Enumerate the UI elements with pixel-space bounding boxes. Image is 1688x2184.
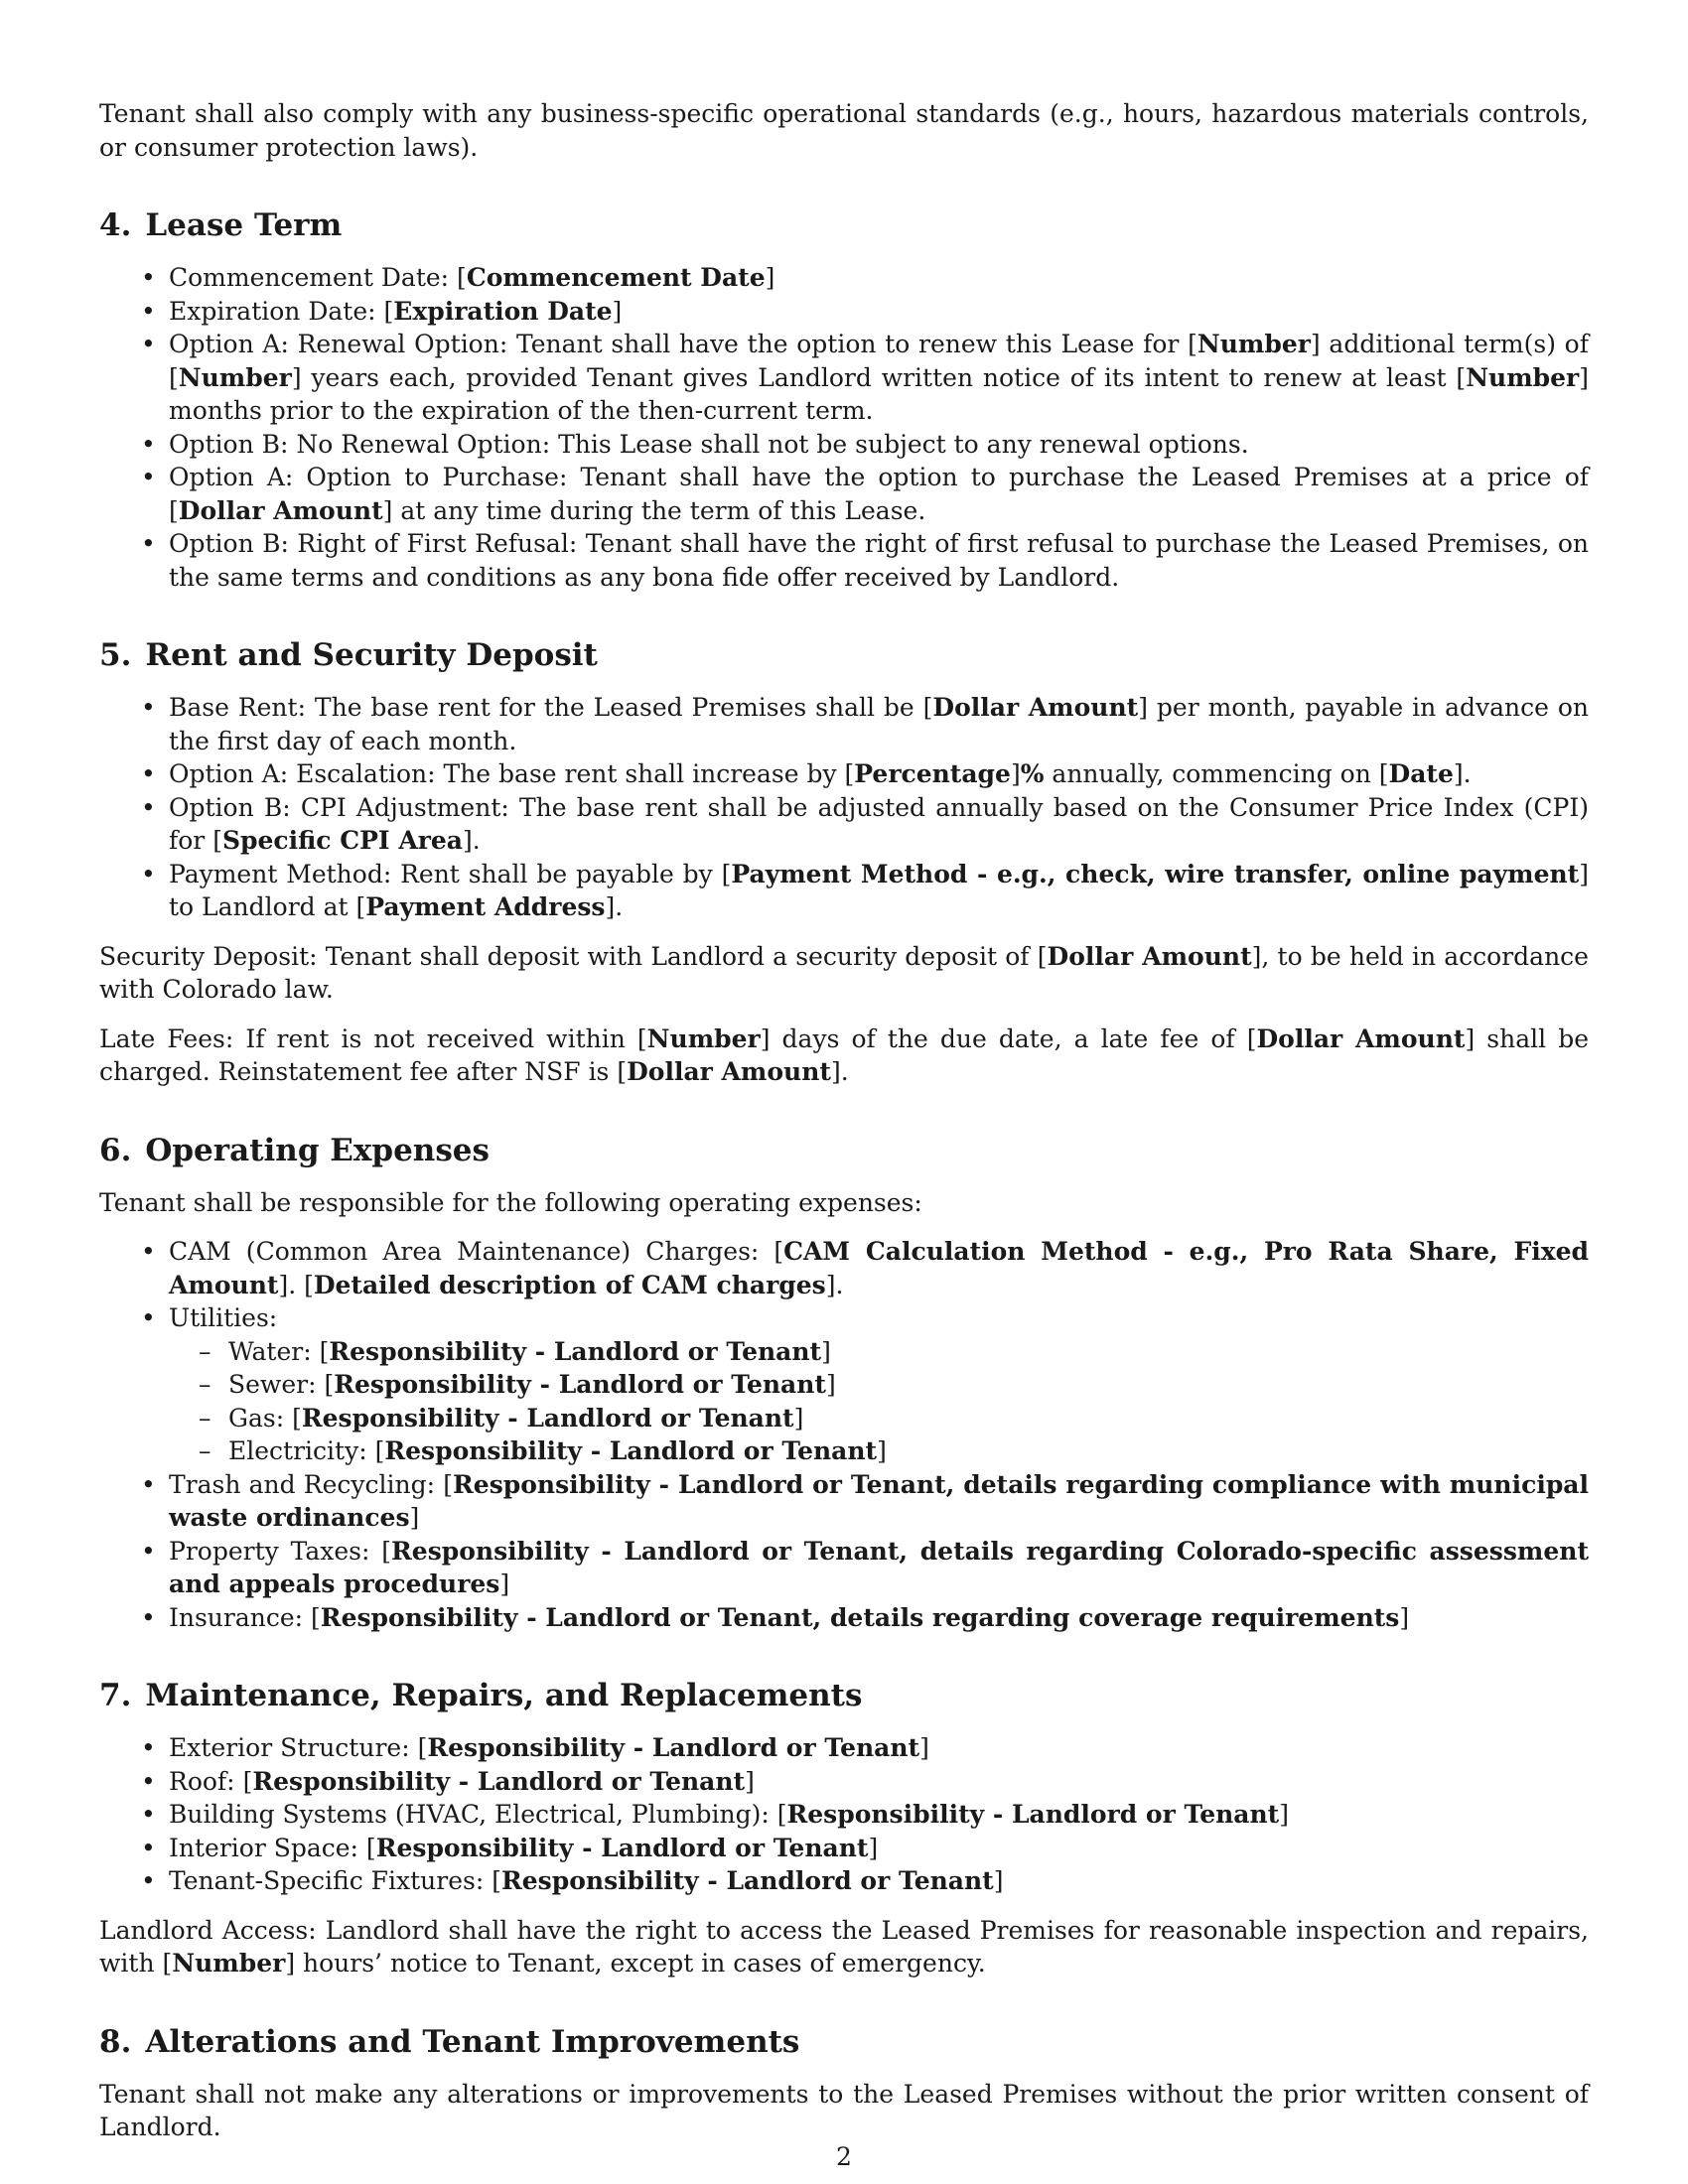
list-item-renewal-option-b: • Option B: No Renewal Option: This Lease shall not be subject to any renewal options.: [169, 428, 1589, 462]
list-item-building-systems: • Building Systems (HVAC, Electrical, Plumbing): [Responsibility - Landlord or Tenant]: [169, 1798, 1589, 1832]
section-heading-maintenance: [99, 1678, 1589, 1713]
placeholder-field: Responsibility - Landlord or Tenant, details regarding Colorado-specific assessment and appeals procedures: [169, 1536, 1590, 1598]
list-item-exterior-structure: • Exterior Structure: [Responsibility - Landlord or Tenant]: [169, 1731, 1589, 1765]
placeholder-field: Responsibility - Landlord or Tenant: [427, 1733, 920, 1762]
placeholder-field: Detailed description of CAM charges: [313, 1270, 826, 1299]
placeholder-field: Responsibility - Landlord or Tenant, details regarding coverage requirements: [320, 1602, 1400, 1632]
section-number: 5.: [99, 637, 132, 673]
list-item-property-taxes: • Property Taxes: [Responsibility - Landlord or Tenant, details regarding Colorado-specific assessment and appeals procedures]: [169, 1535, 1589, 1601]
section-title: Rent and Security Deposit: [145, 637, 598, 673]
placeholder-field: Responsibility - Landlord or Tenant: [786, 1800, 1280, 1829]
list-item-roof: • Roof: [Responsibility - Landlord or Tenant]: [169, 1765, 1589, 1799]
placeholder-field: Responsibility - Landlord or Tenant: [375, 1833, 869, 1862]
list-item-commencement-date: • Commencement Date: [Commencement Date]: [169, 261, 1589, 295]
landlord-access-paragraph: Landlord Access: Landlord shall have the right to access the Leased Premises for reasonable inspection and repairs, with [Number] hours’ notice to Tenant, except in cases of emergency.: [99, 1915, 1589, 1978]
maintenance-list: [99, 1731, 1589, 1898]
sublist-item-electricity: – Electricity: [Responsibility - Landlord or Tenant]: [228, 1434, 1589, 1468]
list-item-escalation: • Option A: Escalation: The base rent shall increase by [Percentage]% annually, commencing on [Date].: [169, 757, 1589, 791]
document-page: [99, 97, 1589, 2160]
list-item-trash-recycling: • Trash and Recycling: [Responsibility - Landlord or Tenant, details regarding compliance with municipal waste ordinances]: [169, 1468, 1589, 1535]
late-fees-paragraph: Late Fees: If rent is not received within [Number] days of the due date, a late fee of [Dollar Amount] shall be charged. Reinstatement fee after NSF is [Dollar Amount].: [99, 1024, 1590, 1086]
sublist-item-water: – Water: [Responsibility - Landlord or Tenant]: [228, 1335, 1589, 1369]
placeholder-field: Number: [178, 362, 292, 392]
placeholder-field: Responsibility - Landlord or Tenant: [334, 1370, 826, 1399]
list-item-purchase-option-b: • Option B: Right of First Refusal: Tenant shall have the right of first refusal to purchase the Leased Premises, on the same terms and conditions as any bona fide offer received by Landlord.: [169, 527, 1589, 594]
section-title: Lease Term: [145, 207, 343, 243]
list-item-utilities: • Utilities: – Water: [Responsibility - Landlord or Tenant] – Sewer: [Responsibility - Landlord or Tenant] – Gas: [Responsibility - Landlord or Tenant] – Electricity: [Responsibility - Landlord or Tenant]: [169, 1301, 1589, 1468]
sublist-item-gas: – Gas: [Responsibility - Landlord or Tenant]: [228, 1402, 1589, 1435]
list-item-payment-method: • Payment Method: Rent shall be payable by [Payment Method - e.g., check, wire transfer, online payment] to Landlord at [Payment Address].: [169, 858, 1589, 924]
placeholder-field: Responsibility - Landlord or Tenant: [329, 1336, 822, 1366]
section-heading-alterations: [99, 2024, 1589, 2060]
placeholder-field: Date: [1388, 759, 1454, 788]
security-deposit-paragraph: Security Deposit: Tenant shall deposit with Landlord a security deposit of [Dollar Amount], to be held in accordance with Colorado law.: [99, 941, 1589, 1004]
section-title: Operating Expenses: [145, 1132, 490, 1168]
placeholder-field: Payment Address: [365, 892, 606, 921]
placeholder-field: Responsibility - Landlord or Tenant, details regarding compliance with municipal waste ordinances: [169, 1469, 1589, 1532]
operating-expenses-intro: Tenant shall be responsible for the following operating expenses:: [99, 1187, 922, 1217]
section-title: Alterations and Tenant Improvements: [145, 2023, 800, 2060]
list-item-renewal-option-a: • Option A: Renewal Option: Tenant shall have the option to renew this Lease for [Number] additional term(s) of [Number] years each, provided Tenant gives Landlord written notice of its intent to renew at least [Number] months prior to the expiration of the then-current term.: [169, 328, 1589, 428]
list-item-base-rent: • Base Rent: The base rent for the Leased Premises shall be [Dollar Amount] per month, payable in advance on the first day of each month.: [169, 691, 1589, 757]
placeholder-field: Number: [1466, 362, 1580, 392]
list-item-cpi-adjustment: • Option B: CPI Adjustment: The base rent shall be adjusted annually based on the Consumer Price Index (CPI) for [Specific CPI Area].: [169, 791, 1589, 858]
placeholder-field: Payment Method - e.g., check, wire transfer, online payment: [731, 859, 1580, 888]
list-item-insurance: • Insurance: [Responsibility - Landlord or Tenant, details regarding coverage requirements]: [169, 1601, 1589, 1635]
placeholder-field: Number: [1196, 330, 1311, 358]
placeholder-field: Dollar Amount: [178, 495, 383, 525]
placeholder-field: Number: [172, 1949, 286, 1978]
placeholder-field: Responsibility - Landlord or Tenant: [500, 1866, 994, 1895]
rent-list: [99, 691, 1589, 924]
sublist-item-sewer: – Sewer: [Responsibility - Landlord or Tenant]: [228, 1368, 1589, 1402]
lease-term-list: [99, 261, 1589, 594]
placeholder-field: Percentage: [854, 759, 1011, 788]
list-item-tenant-fixtures: • Tenant-Specific Fixtures: [Responsibility - Landlord or Tenant]: [169, 1864, 1589, 1898]
section-heading-operating-expenses: [99, 1133, 1589, 1168]
section-number: 7.: [99, 1678, 132, 1713]
placeholder-field: Dollar Amount: [627, 1057, 831, 1086]
intro-paragraph: Tenant shall also comply with any business-specific operational standards (e.g., hours, hazardous materials controls, or consumer protection laws).: [99, 99, 1589, 162]
placeholder-field: Specific CPI Area: [221, 826, 463, 855]
placeholder-field: Expiration Date: [393, 296, 613, 326]
list-item-expiration-date: • Expiration Date: [Expiration Date]: [169, 295, 1589, 329]
placeholder-field: Responsibility - Landlord or Tenant: [301, 1403, 794, 1433]
section-title: Maintenance, Repairs, and Replacements: [145, 1678, 863, 1713]
section-number: 4.: [99, 207, 132, 243]
section-number: 6.: [99, 1132, 132, 1168]
placeholder-field: Responsibility - Landlord or Tenant: [252, 1766, 746, 1796]
section-number: 8.: [99, 2023, 132, 2060]
list-item-interior-space: • Interior Space: [Responsibility - Landlord or Tenant]: [169, 1832, 1589, 1865]
section-heading-lease-term: [99, 207, 1589, 243]
placeholder-field: Dollar Amount: [1256, 1024, 1466, 1053]
page-number: 2: [836, 2142, 852, 2171]
placeholder-field: Number: [646, 1024, 761, 1053]
placeholder-field: Dollar Amount: [1047, 941, 1252, 971]
placeholder-field: Dollar Amount: [932, 693, 1139, 722]
utilities-sublist: [169, 1335, 1589, 1468]
placeholder-field: Responsibility - Landlord or Tenant: [384, 1436, 878, 1465]
placeholder-field: Commencement Date: [466, 263, 766, 292]
list-item-cam-charges: • CAM (Common Area Maintenance) Charges: [CAM Calculation Method - e.g., Pro Rata Share, Fixed Amount]. [Detailed description of CAM charges].: [169, 1235, 1589, 1301]
section-heading-rent: [99, 637, 1589, 673]
alterations-paragraph: Tenant shall not make any alterations or improvements to the Leased Premises without the prior written consent of Landlord.: [99, 2079, 1589, 2141]
list-item-purchase-option-a: • Option A: Option to Purchase: Tenant shall have the option to purchase the Leased Premises at a price of [Dollar Amount] at any time during the term of this Lease.: [169, 461, 1589, 527]
placeholder-field: CAM Calculation Method - e.g., Pro Rata Share, Fixed Amount: [169, 1237, 1590, 1299]
operating-expenses-list: [99, 1235, 1589, 1634]
